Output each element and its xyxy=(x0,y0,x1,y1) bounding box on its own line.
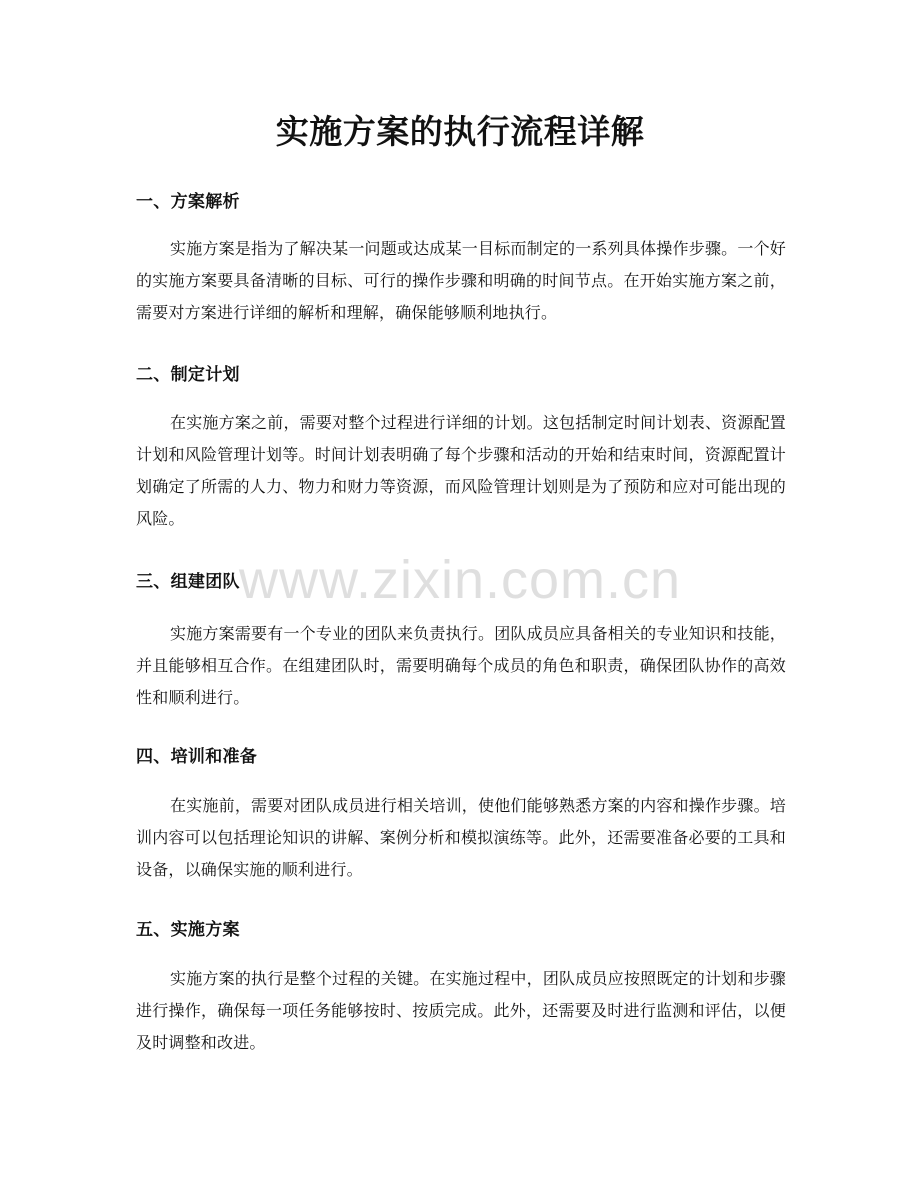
section-heading-3: 三、组建团队 xyxy=(136,572,240,592)
section-heading-5: 五、实施方案 xyxy=(136,920,240,940)
document-title: 实施方案的执行流程详解 xyxy=(275,112,645,151)
section-body-3: 实施方案需要有一个专业的团队来负责执行。团队成员应具备相关的专业知识和技能，并且能够相互合作。在组建团队时，需要明确每个成员的角色和职责，确保团队协作的高效性和顺利进行。 xyxy=(136,624,786,707)
section-body-4: 在实施前，需要对团队成员进行相关培训，使他们能够熟悉方案的内容和操作步骤。培训内容可以包括理论知识的讲解、案例分析和模拟演练等。此外，还需要准备必要的工具和设备，以确保实施的顺利进行。 xyxy=(136,796,786,879)
section-heading-1: 一、方案解析 xyxy=(136,192,240,212)
watermark-text: www.zixin.com.cn xyxy=(238,550,682,610)
section-heading-2: 二、制定计划 xyxy=(136,365,240,385)
section-body-2: 在实施方案之前，需要对整个过程进行详细的计划。这包括制定时间计划表、资源配置计划和风险管理计划等。时间计划表明确了每个步骤和活动的开始和结束时间，资源配置计划确定了所需的人力、物力和财力等资源，而风险管理计划则是为了预防和应对可能出现的风险。 xyxy=(136,413,786,528)
section-body-5: 实施方案的执行是整个过程的关键。在实施过程中，团队成员应按照既定的计划和步骤进行操作，确保每一项任务能够按时、按质完成。此外，还需要及时进行监测和评估，以便及时调整和改进。 xyxy=(136,969,786,1052)
section-heading-4: 四、培训和准备 xyxy=(136,747,258,767)
section-body-1: 实施方案是指为了解决某一问题或达成某一目标而制定的一系列具体操作步骤。一个好的实施方案要具备清晰的目标、可行的操作步骤和明确的时间节点。在开始实施方案之前，需要对方案进行详细的解析和理解，确保能够顺利地执行。 xyxy=(136,239,786,322)
